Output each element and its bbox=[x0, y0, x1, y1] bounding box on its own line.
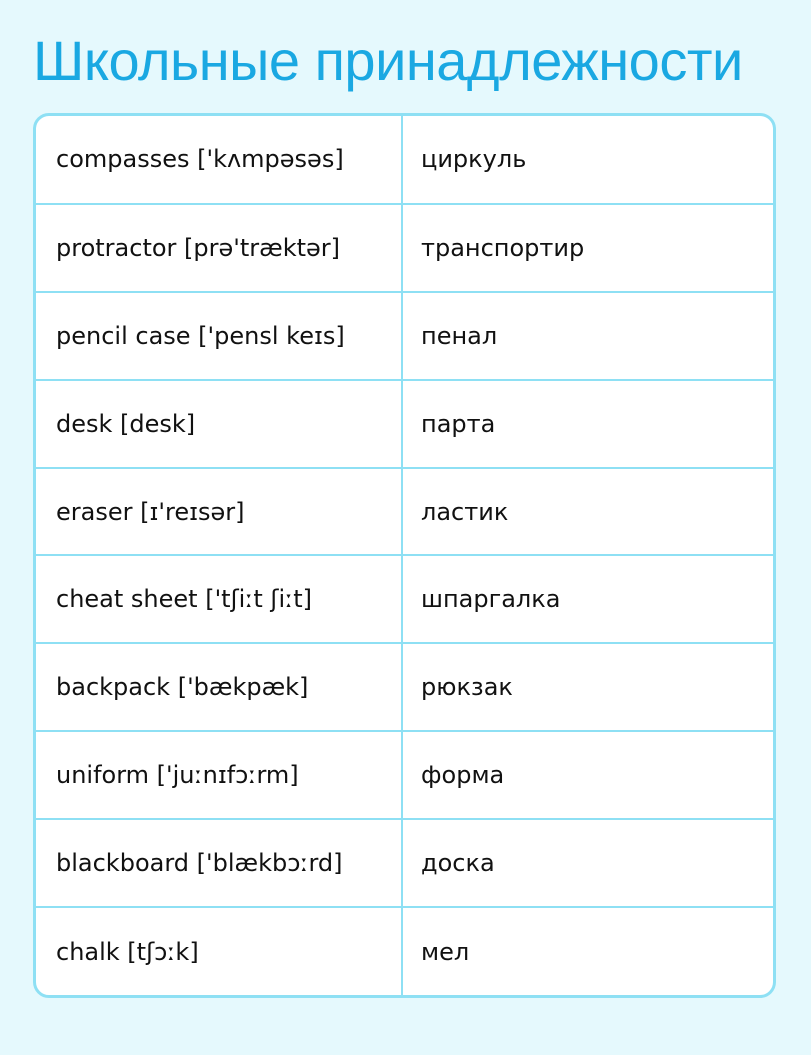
vocabulary-table bbox=[33, 113, 776, 998]
russian-translation: пенал bbox=[402, 292, 773, 380]
english-term: blackboard ['blækbɔːrd] bbox=[36, 819, 402, 907]
table-row bbox=[36, 731, 773, 819]
table-row bbox=[36, 555, 773, 643]
english-term: compasses ['kʌmpəsəs] bbox=[36, 116, 402, 204]
table-row bbox=[36, 643, 773, 731]
russian-translation: мел bbox=[421, 937, 470, 966]
table-row bbox=[36, 468, 773, 556]
english-term: backpack ['bækpæk] bbox=[36, 643, 402, 731]
russian-translation: рюкзак bbox=[402, 643, 773, 731]
russian-translation: доска bbox=[402, 819, 773, 907]
russian-translation: форма bbox=[402, 731, 773, 819]
english-term: eraser [ɪ'reɪsər] bbox=[36, 468, 402, 556]
russian-translation: шпаргалка bbox=[402, 555, 773, 643]
russian-translation: ластик bbox=[402, 468, 773, 556]
table-row bbox=[36, 907, 773, 995]
english-term: protractor [prə'træktər] bbox=[36, 204, 402, 292]
table-row bbox=[36, 819, 773, 907]
table-row bbox=[36, 116, 773, 204]
russian-translation: транспортир bbox=[402, 204, 773, 292]
english-term: pencil case ['pensl keɪs] bbox=[36, 292, 402, 380]
english-term: desk [desk] bbox=[36, 380, 402, 468]
russian-translation: циркуль bbox=[402, 116, 773, 204]
russian-translation: парта bbox=[402, 380, 773, 468]
english-term: chalk [tʃɔːk] bbox=[36, 907, 402, 995]
vocabulary-grid bbox=[36, 116, 773, 995]
table-row bbox=[36, 380, 773, 468]
page-title: Школьные принадлежности bbox=[33, 29, 743, 92]
english-term: uniform ['juːnɪfɔːrm] bbox=[36, 731, 402, 819]
english-term: cheat sheet ['tʃiːt ʃiːt] bbox=[36, 555, 402, 643]
table-row bbox=[36, 292, 773, 380]
table-row bbox=[36, 204, 773, 292]
